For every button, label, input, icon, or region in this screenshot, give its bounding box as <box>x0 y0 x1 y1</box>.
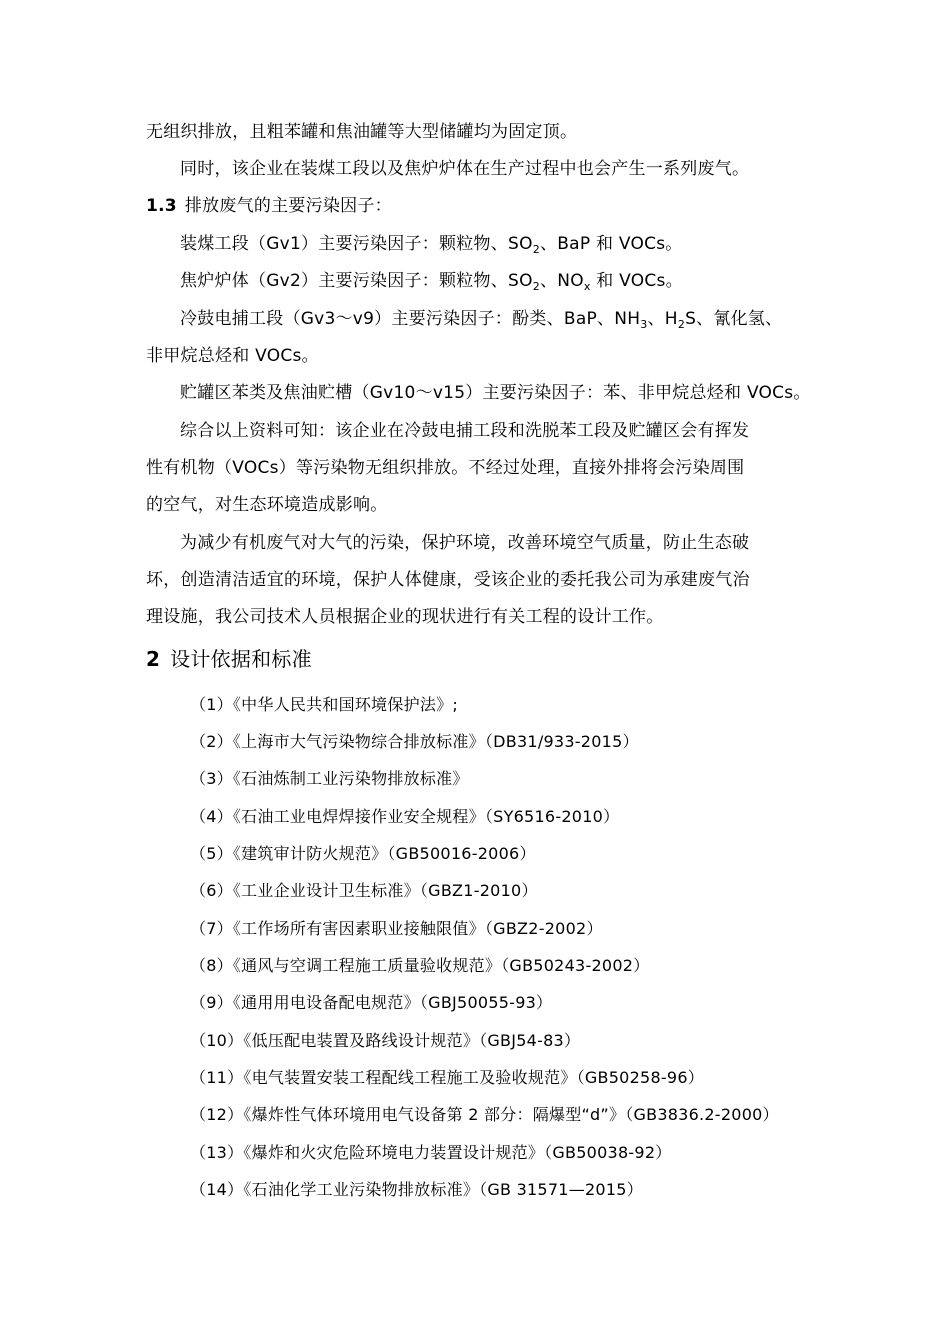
paragraph-line: 理设施，我公司技术人员根据企业的现状进行有关工程的设计工作。 <box>146 607 664 627</box>
section-heading-2 <box>146 645 312 673</box>
paragraph-line: 为减少有机废气对大气的污染，保护环境，改善环境空气质量，防止生态破 <box>180 533 750 553</box>
pollutant-item-3 <box>180 307 782 331</box>
reference-item: （12）《爆炸性气体环境用电气设备第 2 部分：隔爆型“d”》（GB3836.2-2000） <box>190 1105 779 1124</box>
reference-item: （8）《通风与空调工程施工质量验收规范》（GB50243-2002） <box>190 956 650 975</box>
reference-item: （1）《中华人民共和国环境保护法》; <box>190 695 459 714</box>
pollutant-item-1 <box>180 232 683 256</box>
section-number: 1.3 <box>146 196 177 216</box>
reference-item: （7）《工作场所有害因素职业接触限值》（GBZ2-2002） <box>190 919 603 938</box>
subscript: 2 <box>677 318 686 331</box>
reference-item: （10）《低压配电装置及路线设计规范》（GBJ54-83） <box>190 1031 581 1050</box>
pollutant-item-2 <box>180 269 683 293</box>
paragraph-line: 无组织排放，且粗苯罐和焦油罐等大型储罐均为固定顶。 <box>146 122 578 142</box>
text-run: 、NO <box>539 271 584 291</box>
pollutant-item-3-continued: 非甲烷总烃和 VOCs。 <box>146 346 319 366</box>
reference-item: （6）《工业企业设计卫生标准》（GBZ1-2010） <box>190 881 538 900</box>
text-run: 焦炉炉体（Gv2）主要污染因子：颗粒物、SO <box>180 271 533 291</box>
subscript: 3 <box>640 318 648 331</box>
paragraph-line: 综合以上资料可知：该企业在冷鼓电捕工段和洗脱苯工段及贮罐区会有挥发 <box>180 421 750 441</box>
text-run: 和 VOCs。 <box>590 271 683 291</box>
text-run: S、氰化氢、 <box>685 309 783 329</box>
pollutant-item-4: 贮罐区苯类及焦油贮槽（Gv10～v15）主要污染因子：苯、非甲烷总烃和 VOCs。 <box>180 383 811 403</box>
reference-item: （11）《电气装置安装工程配线工程施工及验收规范》（GB50258-96） <box>190 1068 705 1087</box>
subscript: 2 <box>532 243 540 256</box>
reference-item: （3）《石油炼制工业污染物排放标准》 <box>190 769 469 788</box>
section-title: 排放废气的主要污染因子： <box>184 196 392 216</box>
paragraph-line: 坏，创造清洁适宜的环境，保护人体健康，受该企业的委托我公司为承建废气治 <box>146 570 750 590</box>
section-heading-1-3 <box>146 194 392 218</box>
subscript: 2 <box>532 280 540 293</box>
reference-item: （9）《通用用电设备配电规范》（GBJ50055-93） <box>190 993 553 1012</box>
text-run: 、BaP 和 VOCs。 <box>539 234 683 254</box>
reference-item: （13）《爆炸和火灾危险环境电力装置设计规范》（GB50038-92） <box>190 1143 672 1162</box>
text-run: 冷鼓电捕工段（Gv3～v9）主要污染因子：酚类、BaP、NH <box>180 309 641 329</box>
reference-item: （2）《上海市大气污染物综合排放标准》（DB31/933-2015） <box>190 732 639 751</box>
reference-item: （5）《建筑审计防火规范》（GB50016-2006） <box>190 844 536 863</box>
reference-item: （14）《石油化学工业污染物排放标准》（GB 31571—2015） <box>190 1180 643 1199</box>
section-number: 2 <box>146 647 161 671</box>
text-run: 装煤工段（Gv1）主要污染因子：颗粒物、SO <box>180 234 533 254</box>
text-run: 、H <box>647 309 678 329</box>
paragraph-line: 性有机物（VOCs）等污染物无组织排放。不经过处理，直接外排将会污染周围 <box>146 458 745 478</box>
paragraph-line: 同时，该企业在装煤工段以及焦炉炉体在生产过程中也会产生一系列废气。 <box>180 159 750 179</box>
reference-item: （4）《石油工业电焊焊接作业安全规程》（SY6516-2010） <box>190 807 620 826</box>
subscript: x <box>583 280 591 293</box>
paragraph-line: 的空气，对生态环境造成影响。 <box>146 495 388 515</box>
section-title: 设计依据和标准 <box>170 647 312 671</box>
